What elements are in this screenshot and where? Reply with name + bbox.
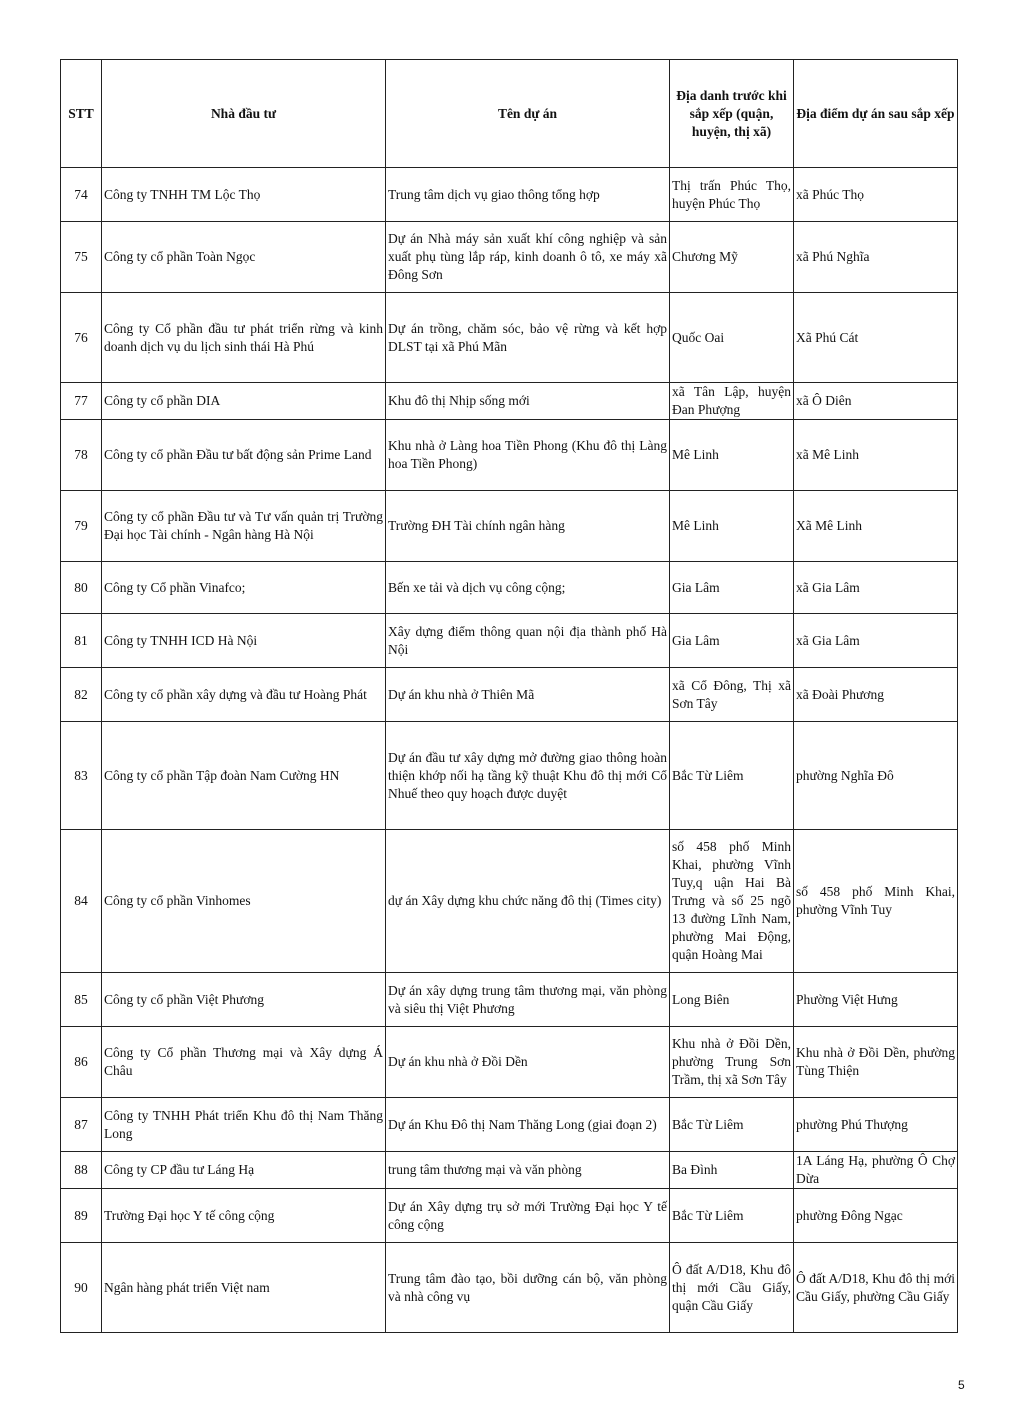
row-project: Dự án Xây dựng trụ sở mới Trường Đại học Y tế công cộng xyxy=(386,1189,670,1243)
row-place-before: xã Tân Lập, huyện Đan Phượng xyxy=(670,383,794,420)
header-stt: STT xyxy=(61,60,102,168)
header-project: Tên dự án xyxy=(386,60,670,168)
row-investor: Công ty Cổ phần đầu tư phát triển rừng và kinh doanh dịch vụ du lịch sinh thái Hà Phú xyxy=(102,293,386,383)
row-place-before: Gia Lâm xyxy=(670,614,794,668)
row-project: Khu nhà ở Làng hoa Tiền Phong (Khu đô thị Làng hoa Tiền Phong) xyxy=(386,420,670,491)
row-place-before: Quốc Oai xyxy=(670,293,794,383)
row-investor: Công ty cổ phần Việt Phương xyxy=(102,973,386,1027)
table-row xyxy=(61,1098,958,1152)
row-place-after: xã Gia Lâm xyxy=(794,562,958,614)
row-place-after: phường Đông Ngạc xyxy=(794,1189,958,1243)
row-place-after: xã Phú Nghĩa xyxy=(794,222,958,293)
row-stt: 79 xyxy=(61,491,102,562)
page-number: 5 xyxy=(958,1378,965,1392)
row-place-before: Bắc Từ Liêm xyxy=(670,1189,794,1243)
header-place-after: Địa điểm dự án sau sắp xếp xyxy=(794,60,958,168)
row-place-after: số 458 phố Minh Khai, phường Vĩnh Tuy xyxy=(794,830,958,973)
row-project: Dự án trồng, chăm sóc, bảo vệ rừng và kết hợp DLST tại xã Phú Mãn xyxy=(386,293,670,383)
table-row xyxy=(61,1189,958,1243)
row-place-before: Ba Đình xyxy=(670,1152,794,1189)
header-investor: Nhà đầu tư xyxy=(102,60,386,168)
row-investor: Công ty cổ phần Đầu tư bất động sản Prime Land xyxy=(102,420,386,491)
row-investor: Công ty cổ phần Đầu tư và Tư vấn quản trị Trường Đại học Tài chính - Ngân hàng Hà Nội xyxy=(102,491,386,562)
table-row xyxy=(61,222,958,293)
row-stt: 86 xyxy=(61,1027,102,1098)
row-investor: Công ty Cổ phần Vinafco; xyxy=(102,562,386,614)
row-stt: 77 xyxy=(61,383,102,420)
table-row xyxy=(61,562,958,614)
row-project: Dự án đầu tư xây dựng mở đường giao thông hoàn thiện khớp nối hạ tầng kỹ thuật Khu đô thị mới Cổ Nhuế theo quy hoạch được duyệt xyxy=(386,722,670,830)
row-project: Trường ĐH Tài chính ngân hàng xyxy=(386,491,670,562)
row-project: Dự án Khu Đô thị Nam Thăng Long (giai đoạn 2) xyxy=(386,1098,670,1152)
row-project: dự án Xây dựng khu chức năng đô thị (Times city) xyxy=(386,830,670,973)
projects-table xyxy=(60,59,958,1333)
row-project: Xây dựng điểm thông quan nội địa thành phố Hà Nội xyxy=(386,614,670,668)
row-place-after: Xã Phú Cát xyxy=(794,293,958,383)
row-investor: Công ty cổ phần Vinhomes xyxy=(102,830,386,973)
row-stt: 90 xyxy=(61,1243,102,1333)
table-row xyxy=(61,491,958,562)
row-stt: 81 xyxy=(61,614,102,668)
row-stt: 88 xyxy=(61,1152,102,1189)
row-place-before: Long Biên xyxy=(670,973,794,1027)
table-row xyxy=(61,1152,958,1189)
row-project: Khu đô thị Nhịp sống mới xyxy=(386,383,670,420)
row-place-after: phường Phú Thượng xyxy=(794,1098,958,1152)
row-investor: Công ty TNHH Phát triển Khu đô thị Nam Thăng Long xyxy=(102,1098,386,1152)
row-project: Dự án xây dựng trung tâm thương mại, văn phòng và siêu thị Việt Phương xyxy=(386,973,670,1027)
row-project: Bến xe tải và dịch vụ công cộng; xyxy=(386,562,670,614)
table-body xyxy=(61,168,958,1333)
row-stt: 87 xyxy=(61,1098,102,1152)
table-row xyxy=(61,614,958,668)
row-stt: 89 xyxy=(61,1189,102,1243)
table-row xyxy=(61,973,958,1027)
row-place-before: Thị trấn Phúc Thọ, huyện Phúc Thọ xyxy=(670,168,794,222)
table-row xyxy=(61,383,958,420)
table-row xyxy=(61,830,958,973)
row-investor: Công ty TNHH TM Lộc Thọ xyxy=(102,168,386,222)
row-place-after: Phường Việt Hưng xyxy=(794,973,958,1027)
row-investor: Công ty cổ phần Tập đoàn Nam Cường HN xyxy=(102,722,386,830)
row-place-after: phường Nghĩa Đô xyxy=(794,722,958,830)
row-investor: Công ty Cổ phần Thương mại và Xây dựng Á Châu xyxy=(102,1027,386,1098)
row-place-after: xã Mê Linh xyxy=(794,420,958,491)
row-stt: 82 xyxy=(61,668,102,722)
row-project: Dự án khu nhà ở Đồi Dền xyxy=(386,1027,670,1098)
row-stt: 74 xyxy=(61,168,102,222)
row-place-after: xã Ô Diên xyxy=(794,383,958,420)
table-row xyxy=(61,668,958,722)
row-investor: Công ty CP đầu tư Láng Hạ xyxy=(102,1152,386,1189)
header-place-before: Địa danh trước khi sắp xếp (quận, huyện, thị xã) xyxy=(670,60,794,168)
row-place-after: xã Phúc Thọ xyxy=(794,168,958,222)
row-place-before: Bắc Từ Liêm xyxy=(670,722,794,830)
row-place-after: 1A Láng Hạ, phường Ô Chợ Dừa xyxy=(794,1152,958,1189)
row-place-after: Khu nhà ở Đồi Dền, phường Tùng Thiện xyxy=(794,1027,958,1098)
table-row xyxy=(61,293,958,383)
row-place-before: số 458 phố Minh Khai, phường Vĩnh Tuy,q uận Hai Bà Trưng và số 25 ngõ 13 đường Lĩnh Nam, phường Mai Động, quận Hoàng Mai xyxy=(670,830,794,973)
row-stt: 85 xyxy=(61,973,102,1027)
row-place-before: Khu nhà ở Đồi Dền, phường Trung Sơn Trầm, thị xã Sơn Tây xyxy=(670,1027,794,1098)
row-project: Dự án khu nhà ở Thiên Mã xyxy=(386,668,670,722)
table-row xyxy=(61,1027,958,1098)
row-investor: Công ty cổ phần xây dựng và đầu tư Hoàng Phát xyxy=(102,668,386,722)
row-stt: 75 xyxy=(61,222,102,293)
row-investor: Công ty TNHH ICD Hà Nội xyxy=(102,614,386,668)
row-stt: 84 xyxy=(61,830,102,973)
row-stt: 80 xyxy=(61,562,102,614)
row-place-after: Xã Mê Linh xyxy=(794,491,958,562)
row-project: Dự án Nhà máy sản xuất khí công nghiệp và sản xuất phụ tùng lắp ráp, kinh doanh ô tô, xe máy xã Đông Sơn xyxy=(386,222,670,293)
row-place-before: Mê Linh xyxy=(670,420,794,491)
table-header-row xyxy=(61,60,958,168)
row-stt: 76 xyxy=(61,293,102,383)
row-place-before: Chương Mỹ xyxy=(670,222,794,293)
row-project: Trung tâm đào tạo, bồi dưỡng cán bộ, văn phòng và nhà công vụ xyxy=(386,1243,670,1333)
row-place-after: xã Gia Lâm xyxy=(794,614,958,668)
row-project: trung tâm thương mại và văn phòng xyxy=(386,1152,670,1189)
row-investor: Công ty cổ phần Toàn Ngọc xyxy=(102,222,386,293)
table-row xyxy=(61,420,958,491)
table-row xyxy=(61,1243,958,1333)
row-place-before: Bắc Từ Liêm xyxy=(670,1098,794,1152)
row-investor: Công ty cổ phần DIA xyxy=(102,383,386,420)
row-project: Trung tâm dịch vụ giao thông tổng hợp xyxy=(386,168,670,222)
row-stt: 78 xyxy=(61,420,102,491)
row-place-before: Mê Linh xyxy=(670,491,794,562)
row-investor: Trường Đại học Y tế công cộng xyxy=(102,1189,386,1243)
row-place-after: xã Đoài Phương xyxy=(794,668,958,722)
row-place-after: Ô đất A/D18, Khu đô thị mới Cầu Giấy, phường Cầu Giấy xyxy=(794,1243,958,1333)
table-row xyxy=(61,722,958,830)
row-stt: 83 xyxy=(61,722,102,830)
row-place-before: Gia Lâm xyxy=(670,562,794,614)
row-place-before: xã Cổ Đông, Thị xã Sơn Tây xyxy=(670,668,794,722)
row-investor: Ngân hàng phát triển Việt nam xyxy=(102,1243,386,1333)
table-row xyxy=(61,168,958,222)
row-place-before: Ô đất A/D18, Khu đô thị mới Cầu Giấy, quận Cầu Giấy xyxy=(670,1243,794,1333)
